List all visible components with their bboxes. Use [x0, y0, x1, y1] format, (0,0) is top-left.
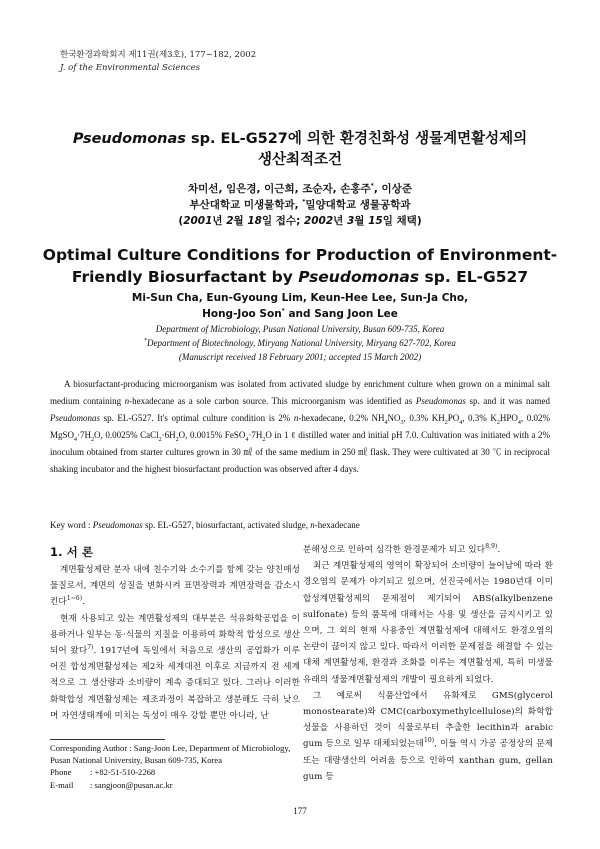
accepted-day-unit: 일 채택) [382, 215, 422, 227]
received-year-unit: 년 [212, 215, 227, 227]
corresponding-author: Corresponding Author : Sang-Joon Lee, Department of Microbiology, Pusan National University, Busan 609-735, Korea [50, 743, 291, 766]
paragraph-text: 최근 계면활성제의 영역이 확장되어 소비량이 늘어남에 따라 환경오염의 문제가 야기되고 있으며, 선진국에서는 1980년대 이미 합성계면활성제의 문제점이 제기되어 ABS(alkylbenzene sulfonate) 등의 품목에 대해서는 사용 및 생산을 금지시키고 있으며, 그 외의 현재 사용중인 계면활성제에 대해서도 환경오염의 논란이 끊이지 않고 있다. 따라서 이러한 문제점을 해결할 수 있는 대체 계면활성제, 환경과 조화를 이루는 계면활성제, 특히 미생물 유래의 생물계면활성제의 개발이 필요하게 되었다. [303, 561, 553, 685]
english-author-son: Hong-Joo Son [202, 308, 282, 320]
abstract-text: ·6H [161, 430, 176, 440]
journal-header-ko: 한국환경과학회지 제11권(제3호), 177~182, 2002 [60, 50, 257, 60]
abstract [50, 376, 550, 478]
accepted-month: 3 [346, 215, 355, 227]
accepted-year-unit: 년 [333, 215, 347, 227]
abstract-text: A biosurfactant-producing microorganism was isolated from activated sludge by enrichment culture when grown on a minimal salt medium containing [50, 379, 550, 406]
abstract-text: -hexadecane, 0.2% NH [298, 413, 385, 423]
footnote-phone [50, 766, 300, 778]
intro-paragraph-3 [303, 558, 553, 688]
korean-title [40, 129, 560, 171]
subscript: 2 [496, 419, 500, 426]
korean-affiliation: 부산대학교 미생물학과, *밀양대학교 생물공학과 [189, 198, 411, 211]
received-month-unit: 월 [233, 215, 248, 227]
english-title-line2b: sp. EL-G527 [419, 268, 529, 286]
paragraph-text: . [82, 597, 86, 608]
keywords-italic: n [310, 520, 315, 530]
keywords-organism: Pseudomonas [92, 520, 143, 530]
affiliation-2: Department of Biotechnology, Miryang National University, Miryang 627-702, Korea [147, 338, 456, 348]
left-column [50, 542, 300, 724]
keywords-list-end: -hexadecane [314, 520, 360, 530]
korean-affiliation-2: 밀양대학교 생물공학과 [305, 199, 411, 211]
abstract-text: , 0.02% MgSO [50, 413, 550, 440]
english-authors-line2 [40, 306, 560, 322]
phone-label: Phone [50, 767, 72, 778]
email-value: : sangjoon@pusan.ac.kr [90, 779, 173, 790]
citation: 7) [87, 644, 94, 652]
keywords-label: Key word : [50, 520, 93, 530]
subscript: 2 [158, 436, 162, 443]
english-title-line2a: Friendly Biosurfactant by [71, 268, 299, 286]
abstract-italic: n [124, 396, 130, 406]
footnote [50, 742, 300, 791]
corresponding-star: * [281, 307, 285, 315]
paragraph-text: . 1917년에 독일에서 처음으로 생산의 공업화가 이루어진 합성계면활성제는 제2차 세계대전 이후로 지금까지 전 세계적으로 그 생산량과 소비량이 계속 증대되고 있다. 그러나 이러한 화학합성 계면활성제는 제조과정이 복잡하고 생분해도 극히 낮으며 자연생태계에 미치는 독성이 매우 강할 뿐만 아니라, 난 [50, 646, 300, 721]
english-author-lee: and Sang Joon Lee [284, 308, 398, 320]
paragraph-text: , 이들 역시 가공 공정상의 문제 또는 대량생산의 어려움 등으로 인하여 xanthan gum, gellan gum 등 [303, 739, 553, 782]
received-day-unit: 일 접수; [261, 215, 304, 227]
citation: 10) [423, 737, 435, 745]
korean-authors: 차미선, 임은경, 이근희, 조순자, 손홍주*, 이상준 [188, 182, 412, 195]
email-label: E-mail [50, 779, 74, 790]
english-title-organism: Pseudomonas [298, 268, 420, 286]
accepted-day: 15 [368, 215, 383, 227]
abstract-text: ·7H [248, 430, 263, 440]
intro-paragraph-2 [50, 611, 300, 724]
abstract-organism: Pseudomonas [50, 413, 100, 423]
manuscript-dates: (Manuscript received 18 February 2001; accepted 15 March 2002) [178, 352, 422, 362]
subscript: 3 [400, 419, 404, 426]
journal-header [60, 49, 256, 75]
phone-value: : +82-51-510-2268 [90, 767, 156, 778]
abstract-text: O, 0.0025% CaCl [94, 430, 159, 440]
intro-paragraph-2-cont [303, 542, 553, 558]
paragraph-text: 분해성으로 인하여 심각한 환경문제가 되고 있다 [303, 545, 486, 555]
abstract-text: sp. EL-G527. It's optimal culture condition is 2% [100, 413, 294, 423]
english-authors [40, 290, 560, 322]
abstract-text: HPO [499, 413, 518, 423]
korean-author-names-last: , 이상준 [373, 183, 412, 195]
accepted-month-unit: 월 [354, 215, 369, 227]
intro-paragraph-4 [303, 688, 553, 785]
intro-paragraph-1 [50, 562, 300, 611]
subscript: 4 [245, 436, 249, 443]
subscript: 2 [91, 436, 95, 443]
subscript: 4 [459, 419, 463, 426]
page-number: 177 [293, 806, 307, 816]
abstract-text: O, 0.0015% FeSO [178, 430, 246, 440]
affiliation-1: Department of Microbiology, Pusan National University, Busan 609-735, Korea [155, 324, 445, 334]
received-month: 2 [226, 215, 234, 227]
keywords [50, 520, 360, 530]
paragraph-text: 현재 사용되고 있는 계면활성제의 대부분은 석유화학공업을 이용하거나 일부는 동·식물의 지질을 이용하여 화학적 합성으로 생산되어 왔다 [50, 613, 300, 657]
right-column [303, 542, 553, 785]
received-open: ( [178, 215, 184, 227]
citation: 8,9) [485, 543, 498, 551]
paragraph-text: 계면활성제란 분자 내에 친수기와 소수기를 함께 갖는 양친매성 물질로서, 계면의 성질을 변화시켜 표면장력과 계면장력을 감소시킨다 [50, 565, 300, 608]
journal-header-en: J. of the Environmental Sciences [60, 63, 201, 73]
subscript: 2 [444, 419, 448, 426]
abstract-organism: Pseudomonas [415, 396, 466, 406]
abstract-text: , 0.3% K [462, 413, 497, 423]
korean-title-line1: sp. EL-G527에 의한 환경친화성 생물계면활성제의 [185, 131, 528, 147]
korean-authors-block [40, 181, 560, 229]
subscript: 4 [517, 419, 521, 426]
keywords-list: sp. EL-G527, biosurfactant, activated sludge, [142, 520, 311, 530]
english-title-line1: Optimal Culture Conditions for Production of Environment- [42, 246, 558, 264]
abstract-text: O in 1 ℓ distilled water and initial pH 7.0. Cultivation was initiated with a 2% inoculum obtained from starter cultures grown in 30 ㎖ of the same medium in 250 ㎖ flask. They were cultivated at 30 ℃ in reciprocal shaking incubator and the highest biosurfactant production was observed after 4 days. [50, 430, 550, 474]
english-authors-line1: Mi-Sun Cha, Eun-Gyoung Lim, Keun-Hee Lee, Sun-Ja Cho, [131, 292, 469, 304]
paragraph-text: . [497, 545, 501, 555]
footnote-divider [50, 739, 165, 740]
abstract-italic: n [293, 413, 299, 423]
abstract-text: sp. and it was named [465, 396, 550, 406]
abstract-text: ·7H [77, 430, 92, 440]
abstract-text: PO [447, 413, 460, 423]
accepted-year: 2002 [303, 215, 334, 227]
korean-title-organism: Pseudomonas [72, 131, 186, 147]
affiliations [40, 322, 560, 364]
korean-affiliation-1: 부산대학교 미생물학과, [189, 199, 303, 211]
section-heading: 1. 서 론 [50, 545, 94, 559]
abstract-text: , 0.3% KH [403, 413, 445, 423]
subscript: 4 [384, 419, 388, 426]
korean-author-names: 차미선, 임은경, 이근희, 조순자, 손홍주 [188, 183, 371, 195]
footnote-email [50, 779, 300, 791]
korean-received-dates [40, 213, 560, 229]
paragraph-text: 그 예로써 식품산업에서 유화제로 GMS(glycerol monostearate)와 CMC(carboxymethylcellulose)의 화학합성물을 사용하던 것이 식물로부터 추출한 lecithin과 arabic gum 등으로 일부 대체되었는데 [303, 690, 553, 750]
abstract-text: -hexadecane as a sole carbon source. This microorganism was identified as [129, 396, 416, 406]
english-title [30, 244, 570, 288]
abstract-text: NO [387, 413, 401, 423]
received-year: 2001 [183, 215, 213, 227]
citation: 1~6) [66, 595, 83, 603]
korean-title-line2: 생산최적조건 [257, 152, 343, 168]
affiliation-2-row [40, 336, 560, 350]
affiliation-2-star: * [144, 338, 148, 344]
subscript: 2 [262, 436, 266, 443]
subscript: 2 [175, 436, 179, 443]
subscript: 4 [74, 436, 78, 443]
received-day: 18 [247, 215, 262, 227]
